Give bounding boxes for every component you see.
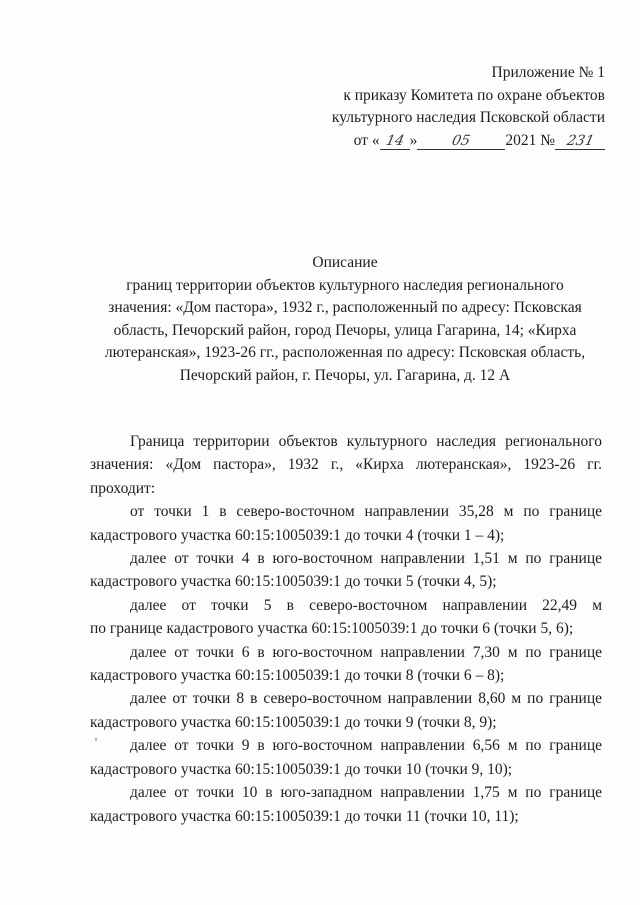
appendix-order-ref: к приказу Комитета по охране объектов bbox=[343, 86, 605, 104]
body-line: далее от точки 6 в юго-восточном направлении 7,30 м по границе bbox=[130, 643, 602, 661]
body-line: далее от точки 5 в северо-восточном направлении 22,49 м bbox=[130, 596, 602, 614]
appendix-title: Приложение № 1 bbox=[491, 64, 605, 81]
body-line: кадастрового участка 60:15:1005039:1 до точки 5 (точки 4, 5); bbox=[90, 573, 497, 591]
body-line: проходит: bbox=[90, 479, 156, 497]
scan-speck bbox=[95, 738, 97, 741]
body-line: далее от точки 10 в юго-западном направлении 1,75 м по границе bbox=[130, 784, 602, 802]
appendix-header bbox=[300, 62, 605, 152]
appendix-committee: культурного наследия Псковской области bbox=[331, 109, 605, 126]
body-line: кадастрового участка 60:15:1005039:1 до точки 8 (точки 6 – 8); bbox=[90, 667, 505, 685]
title-heading: Описание bbox=[312, 254, 378, 271]
date-prefix: от « bbox=[353, 131, 380, 149]
body-line: далее от точки 8 в северо-восточном направлении 8,60 м по границе bbox=[130, 690, 602, 708]
body-line: далее от точки 4 в юго-восточном направлении 1,51 м по границе bbox=[130, 550, 602, 568]
date-day-close: » bbox=[409, 131, 418, 149]
date-day-field bbox=[380, 134, 410, 150]
body-line: от точки 1 в северо-восточном направлении 35,28 м по границе bbox=[130, 503, 602, 521]
title-line: границ территории объектов культурного наследия регионального bbox=[126, 276, 564, 294]
body-line: Граница территории объектов культурного наследия регионального bbox=[130, 433, 602, 450]
title-line: область, Печорский район, город Печоры, улица Гагарина, 14; «Кирха bbox=[113, 321, 577, 339]
body-line: кадастрового участка 60:15:1005039:1 до точки 4 (точки 1 – 4); bbox=[90, 526, 505, 544]
title-line: Печорский район, г. Печоры, ул. Гагарина, д. 12 А bbox=[179, 366, 511, 384]
date-year: 2021 № bbox=[505, 131, 555, 149]
appendix-date-line bbox=[300, 130, 605, 153]
date-day-handwritten: 14 bbox=[384, 132, 406, 149]
body-line: по границе кадастрового участка 60:15:1005039:1 до точки 6 (точки 5, 6); bbox=[90, 620, 574, 638]
body-line: значения: «Дом пастора», 1932 г., «Кирха лютеранская», 1923-26 гг. bbox=[90, 456, 602, 474]
date-month-field bbox=[417, 134, 505, 150]
title-line: лютеранская», 1923-26 гг., расположенная по адресу: Псковская область, bbox=[104, 344, 586, 361]
description-title bbox=[80, 252, 610, 387]
body-line: кадастрового участка 60:15:1005039:1 до точки 11 (точки 10, 11); bbox=[90, 807, 519, 825]
body-line: кадастрового участка 60:15:1005039:1 до точки 9 (точки 8, 9); bbox=[90, 713, 497, 731]
date-month-handwritten: 05 bbox=[450, 132, 473, 149]
order-number-field bbox=[555, 134, 605, 150]
body-line: далее от точки 9 в юго-восточном направлении 6,56 м по границе bbox=[130, 737, 602, 755]
order-number-handwritten: 231 bbox=[565, 132, 596, 149]
boundary-description bbox=[90, 430, 602, 828]
title-line: значения: «Дом пастора», 1932 г., расположенный по адресу: Псковская bbox=[108, 299, 582, 316]
body-line: кадастрового участка 60:15:1005039:1 до точки 10 (точки 9, 10); bbox=[90, 760, 513, 778]
